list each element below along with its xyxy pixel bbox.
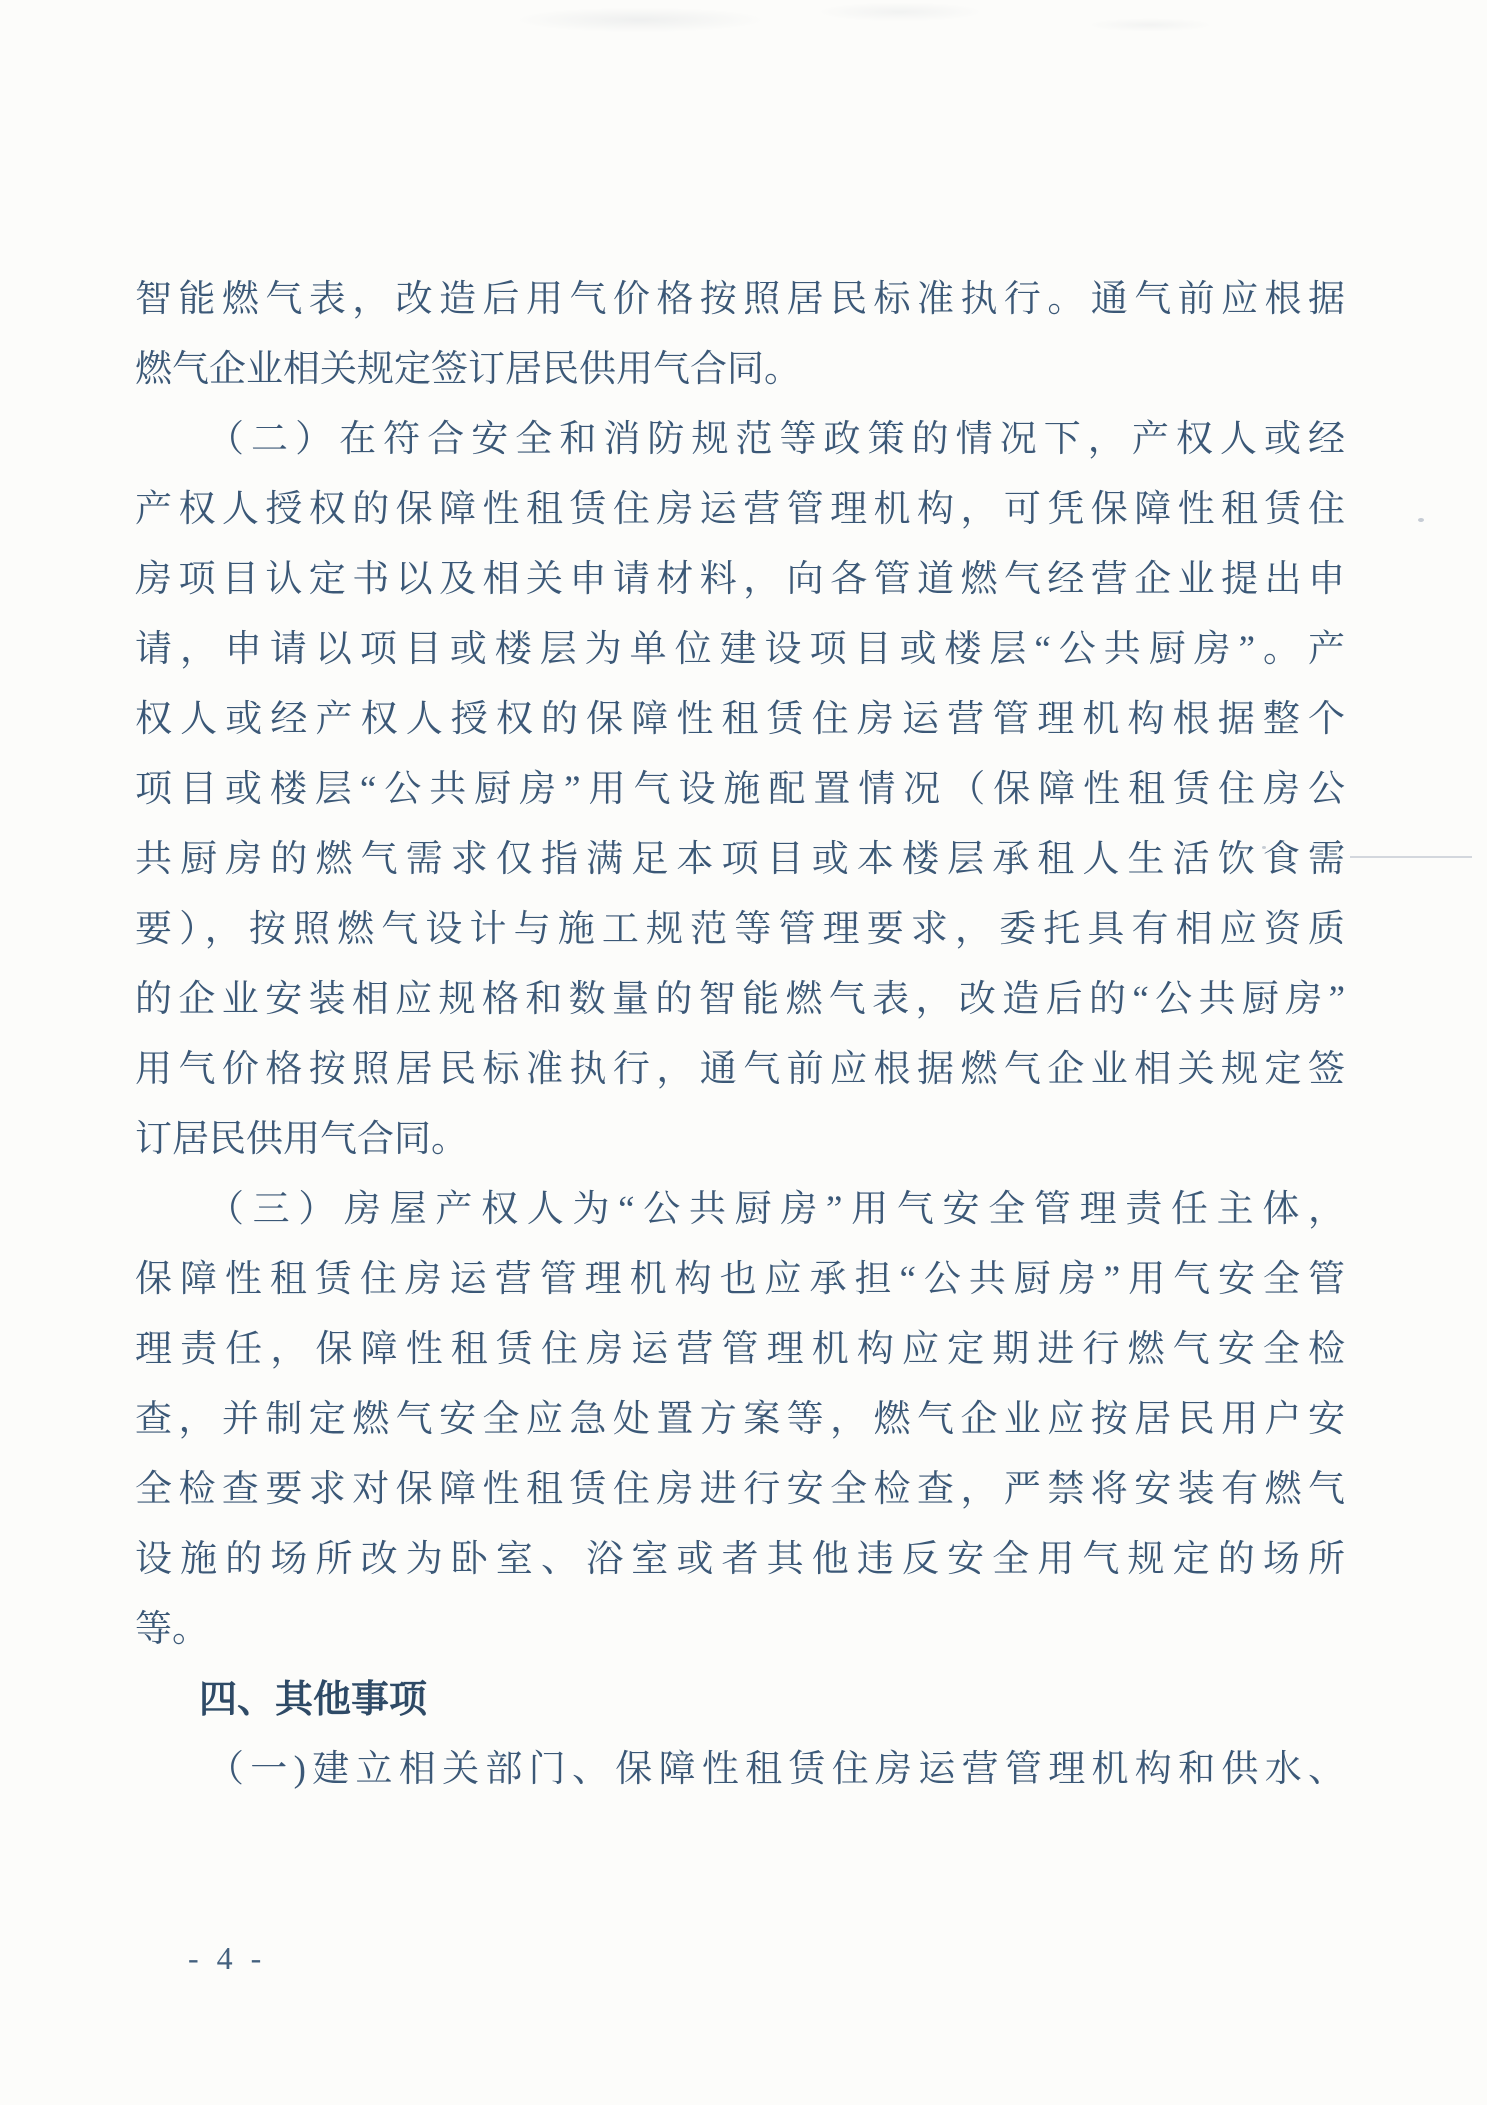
paragraph-2-first-line: （二）在符合安全和消防规范等政策的情况下，产权人或经 <box>207 419 1345 460</box>
text-line: 智能燃气表，改造后用气价格按照居民标准执行。通气前应根据 <box>135 279 1345 320</box>
text-line: 项目或楼层“公共厨房”用气设施配置情况（保障性租赁住房公 <box>135 769 1345 810</box>
scan-speck-artifact <box>1418 518 1424 522</box>
text-line: 请，申请以项目或楼层为单位建设项目或楼层“公共厨房”。产 <box>135 629 1345 670</box>
text-line: 产权人授权的保障性租赁住房运营管理机构，可凭保障性租赁住 <box>135 489 1345 530</box>
text-line: 订居民供用气合同。 <box>135 1119 468 1160</box>
text-line: 权人或经产权人授权的保障性租赁住房运营管理机构根据整个 <box>135 699 1345 740</box>
section-heading-other-matters: 四、其他事项 <box>199 1679 428 1721</box>
paragraph-4-first-line: （一)建立相关部门、保障性租赁住房运营管理机构和供水、 <box>207 1749 1345 1790</box>
text-line: 共厨房的燃气需求仅指满足本项目或本楼层承租人生活饮食需 <box>135 839 1345 880</box>
text-line: 保障性租赁住房运营管理机构也应承担“公共厨房”用气安全管 <box>135 1259 1345 1300</box>
scan-line-artifact <box>1350 856 1472 858</box>
text-line: 的企业安装相应规格和数量的智能燃气表，改造后的“公共厨房” <box>135 979 1345 1020</box>
page-number: - 4 - <box>188 1940 267 1976</box>
text-line: 等。 <box>135 1609 209 1650</box>
scan-noise-artifact <box>0 0 1487 70</box>
text-line: 用气价格按照居民标准执行，通气前应根据燃气企业相关规定签 <box>135 1049 1345 1090</box>
paragraph-3-first-line: （三）房屋产权人为“公共厨房”用气安全管理责任主体， <box>207 1189 1345 1230</box>
text-line: 房项目认定书以及相关申请材料，向各管道燃气经营企业提出申 <box>135 559 1345 600</box>
text-line: 要），按照燃气设计与施工规范等管理要求，委托具有相应资质 <box>135 909 1345 950</box>
text-line: 设施的场所改为卧室、浴室或者其他违反安全用气规定的场所 <box>135 1539 1345 1580</box>
text-line: 查，并制定燃气安全应急处置方案等，燃气企业应按居民用户安 <box>135 1399 1345 1440</box>
text-line: 燃气企业相关规定签订居民供用气合同。 <box>135 349 801 390</box>
text-line: 理责任，保障性租赁住房运营管理机构应定期进行燃气安全检 <box>135 1329 1345 1370</box>
text-line: 全检查要求对保障性租赁住房进行安全检查，严禁将安装有燃气 <box>135 1469 1345 1510</box>
document-text-block <box>135 265 1345 1805</box>
